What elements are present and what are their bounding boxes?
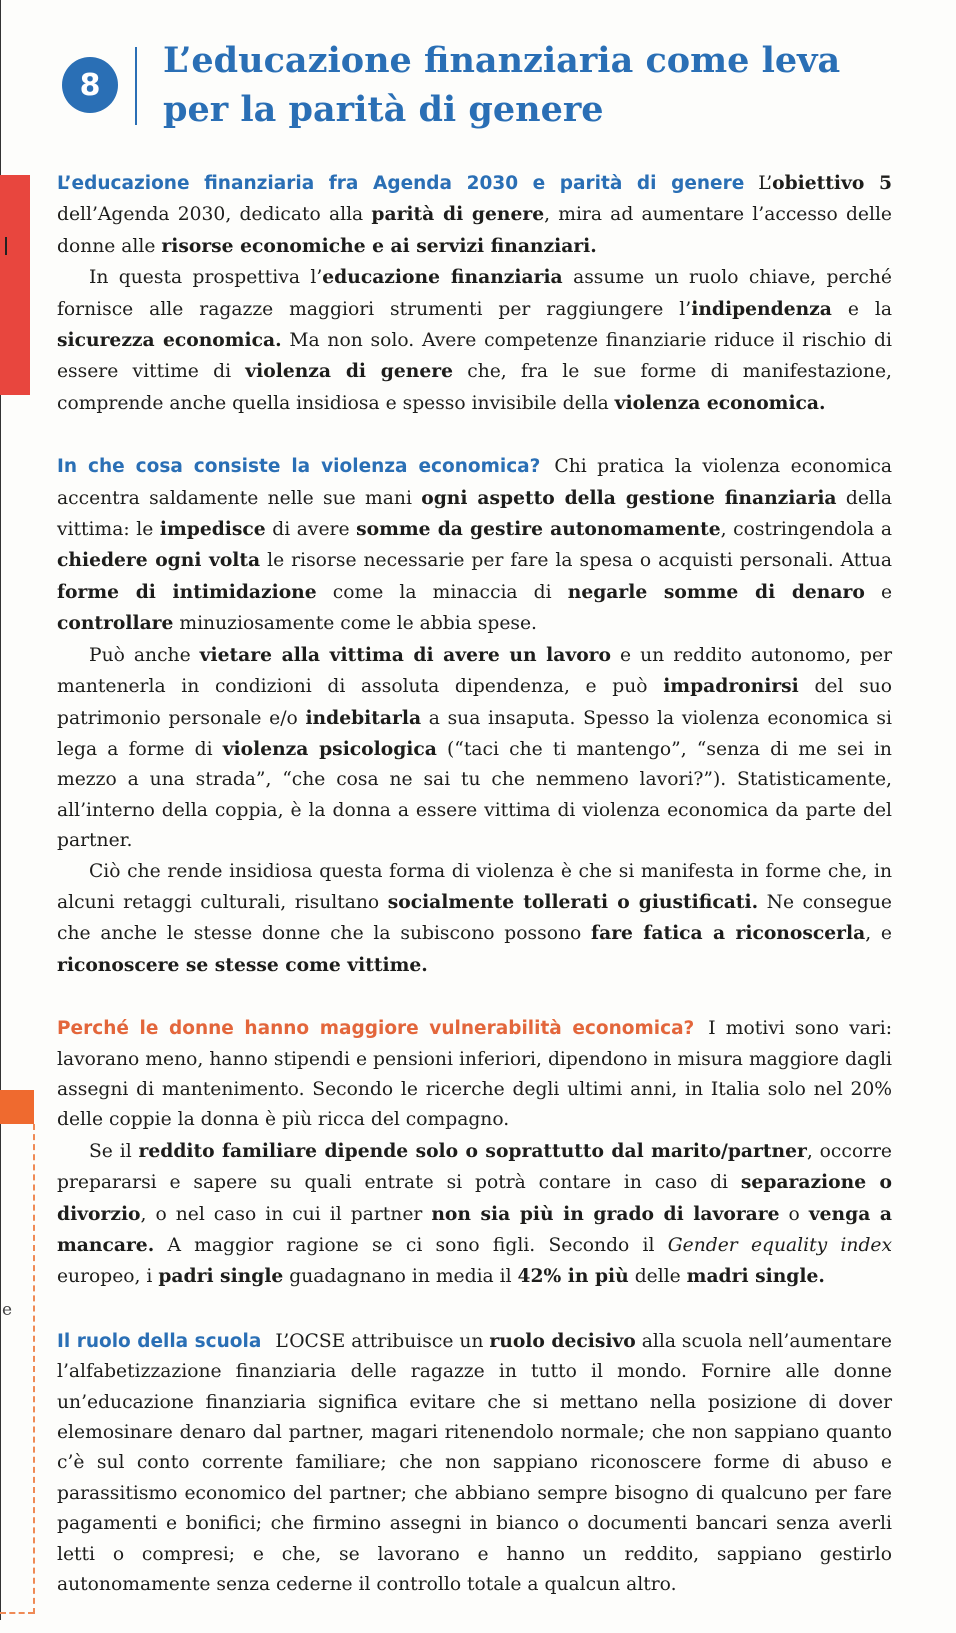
text-run: dell’Agenda 2030, dedicato alla [57, 204, 372, 226]
dashed-margin-bottom [0, 1612, 34, 1614]
dashed-margin-line [33, 1124, 35, 1614]
bold-text: violenza di genere [245, 360, 453, 383]
paragraph [57, 168, 892, 262]
text-run: Ciò che rende insidiosa questa forma di violenza è che si manifesta in forme che, in alcuni retaggi culturali, risultano [57, 860, 892, 913]
bold-text: risorse economiche e ai servizi finanziari. [161, 234, 597, 257]
text-run: Ne consegue che anche le stesse donne che la subiscono possono [57, 891, 892, 945]
bold-text: separazione o divorzio [57, 1171, 892, 1225]
bold-text: educazione finanziaria [322, 266, 563, 289]
bold-text: chiedere ogni volta [57, 549, 261, 572]
text-run: Chi pratica la violenza economica accentra saldamente nelle sue mani [57, 456, 892, 509]
text-run: alla scuola nell’aumentare l’alfabetizzazione finanziaria delle ragazze in tutto il mondo. Fornire alle donne un’educazione finanziaria significa evitare che si mettano nella posizione di dover elemosinare denaro dal partner, magari ritenendolo normale; che non sappiano quanto c’è sul conto corrente familiare; che non sappiano riconoscere forme di abuso e parassitismo economico del partner; che abbiano sempre bisogno di qualcuno per fare pagamenti e bonifici; che firmino assegni in bianco o documenti bancari senza averli letti o compresi; e che, se lavorano e hanno un reddito, sappiano gestirlo autonomamente senza cederne il controllo totale a qualcun altro. [57, 1330, 892, 1596]
text-run: delle [628, 1266, 687, 1288]
bold-text: violenza economica. [614, 391, 826, 414]
bold-text: non sia più in grado di lavorare [431, 1202, 780, 1225]
paragraph [57, 262, 892, 419]
text-run: (“taci che ti mantengo”, “senza di me sei in mezzo a una strada”, “che cosa ne sai tu che nemmeno lavori?”). Statisticamente, all’interno della coppia, è la donna a essere vittima di violenza economica da parte del partner. [57, 738, 892, 852]
italic-text: Gender equality index [667, 1235, 893, 1256]
paragraph [57, 640, 892, 857]
paragraph [57, 452, 892, 639]
text-run: I motivi sono vari: lavorano meno, hanno stipendi e pensioni inferiori, dipendono in misura maggiore dagli assegni di mantenimento. Secondo le ricerche degli ultimi anni, in Italia solo nel 20% delle coppie la donna è più ricca del compagno. [57, 1018, 892, 1131]
section-heading: Perché le donne hanno maggiore vulnerabilità economica? [57, 1018, 695, 1040]
text-run: , mira ad aumentare l’accesso delle donne alle [57, 204, 892, 257]
section [57, 1326, 892, 1601]
bold-text: venga a mancare. [57, 1202, 893, 1256]
section [57, 1014, 892, 1293]
text-run: Può anche [89, 644, 200, 666]
text-run: e la [831, 298, 892, 320]
chapter-title [163, 36, 863, 134]
bold-text: controllare [57, 612, 174, 635]
section [57, 452, 892, 981]
text-run: Se il [89, 1140, 139, 1162]
text-run: a sua insaputa. Spesso la violenza economica si lega a forme di [57, 707, 892, 760]
orange-margin-tab [0, 1090, 34, 1124]
bold-text: riconoscere se stesse come vittime. [57, 953, 428, 976]
margin-letter: e [2, 1300, 13, 1320]
text-run: , o nel caso in cui il partner [140, 1203, 432, 1225]
paragraph [57, 857, 892, 982]
text-run: A maggior ragione se ci sono figli. Secondo il [154, 1235, 668, 1256]
text-run: , e [865, 923, 892, 945]
chapter-title-line1: L’educazione finanziaria come leva [163, 40, 841, 81]
bold-text: padri single [158, 1265, 284, 1288]
text-run: del suo patrimonio personale e/o [57, 676, 892, 729]
bold-text: negarle somme di denaro [567, 580, 865, 603]
text-run: che, fra le sue forme di manifestazione, comprende anche quella insidiosa e spesso invisibile della [57, 361, 892, 414]
text-run: o [779, 1203, 809, 1225]
text-run: L’ [758, 173, 773, 194]
chapter-title-line2: per la parità di genere [163, 89, 604, 130]
red-tab-tick [5, 237, 7, 255]
text-run: minuziosamente come le abbia spese. [173, 613, 537, 635]
bold-text: indebitarla [305, 706, 422, 729]
article-body [57, 168, 892, 1633]
text-run: le risorse necessarie per fare la spesa o acquisti personali. Attua [260, 550, 892, 572]
bold-text: sicurezza economica. [57, 329, 282, 352]
paragraph [57, 1136, 892, 1293]
bold-text: ruolo decisivo [489, 1329, 636, 1352]
text-run: , costringendola a [720, 519, 893, 541]
text-run: L’OCSE attribuisce un [275, 1330, 490, 1352]
bold-text: fare fatica a riconoscerla [591, 922, 866, 945]
text-run: guadagnano in media il [283, 1266, 518, 1288]
bold-text: madri single. [686, 1265, 825, 1288]
bold-text: forme di intimidazione [57, 580, 317, 603]
title-divider [135, 47, 137, 125]
text-run: e [864, 581, 893, 603]
bold-text: indipendenza [691, 297, 832, 320]
text-run: assume un ruolo chiave, perché fornisce alle ragazze maggiori strumenti per raggiungere l’ [57, 267, 892, 320]
section-heading: L’educazione finanziaria fra Agenda 2030 e parità di genere [57, 173, 745, 194]
red-margin-tab [0, 175, 30, 395]
section [57, 168, 892, 419]
bold-text: obiettivo 5 [772, 172, 893, 194]
text-run: In questa prospettiva l’ [89, 267, 323, 289]
text-run: e un reddito autonomo, per mantenerla in condizioni di assoluta dipendenza, e può [57, 644, 893, 698]
bold-text: impadronirsi [663, 675, 799, 698]
bold-text: impedisce [159, 518, 266, 541]
chapter-number-badge: 8 [62, 57, 118, 113]
text-run: di avere [265, 519, 357, 541]
text-run: europeo, i [57, 1266, 159, 1288]
bold-text: 42% in più [517, 1265, 629, 1288]
bold-text: somme da gestire autonomamente [356, 518, 721, 541]
text-run: come la minaccia di [316, 581, 568, 603]
paragraph [57, 1014, 892, 1136]
bold-text: ogni aspetto della gestione finanziaria [421, 486, 837, 509]
text-run: , occorre prepararsi e sapere su quali entrate si potrà contare in caso di [57, 1140, 892, 1194]
bold-text: vietare alla vittima di avere un lavoro [199, 643, 611, 666]
bold-text: reddito familiare dipende solo o soprattutto dal marito/partner [138, 1139, 807, 1162]
text-run: della vittima: le [57, 487, 892, 541]
section-heading: Il ruolo della scuola [57, 1330, 262, 1352]
bold-text: violenza psicologica [222, 737, 437, 760]
bold-text: parità di genere [371, 203, 545, 226]
paragraph [57, 1326, 892, 1601]
section-heading: In che cosa consiste la violenza economica? [57, 456, 541, 478]
text-run: Ma non solo. Avere competenze finanziarie riduce il rischio di essere vittime di [57, 330, 892, 383]
bold-text: socialmente tollerati o giustificati. [387, 890, 759, 913]
